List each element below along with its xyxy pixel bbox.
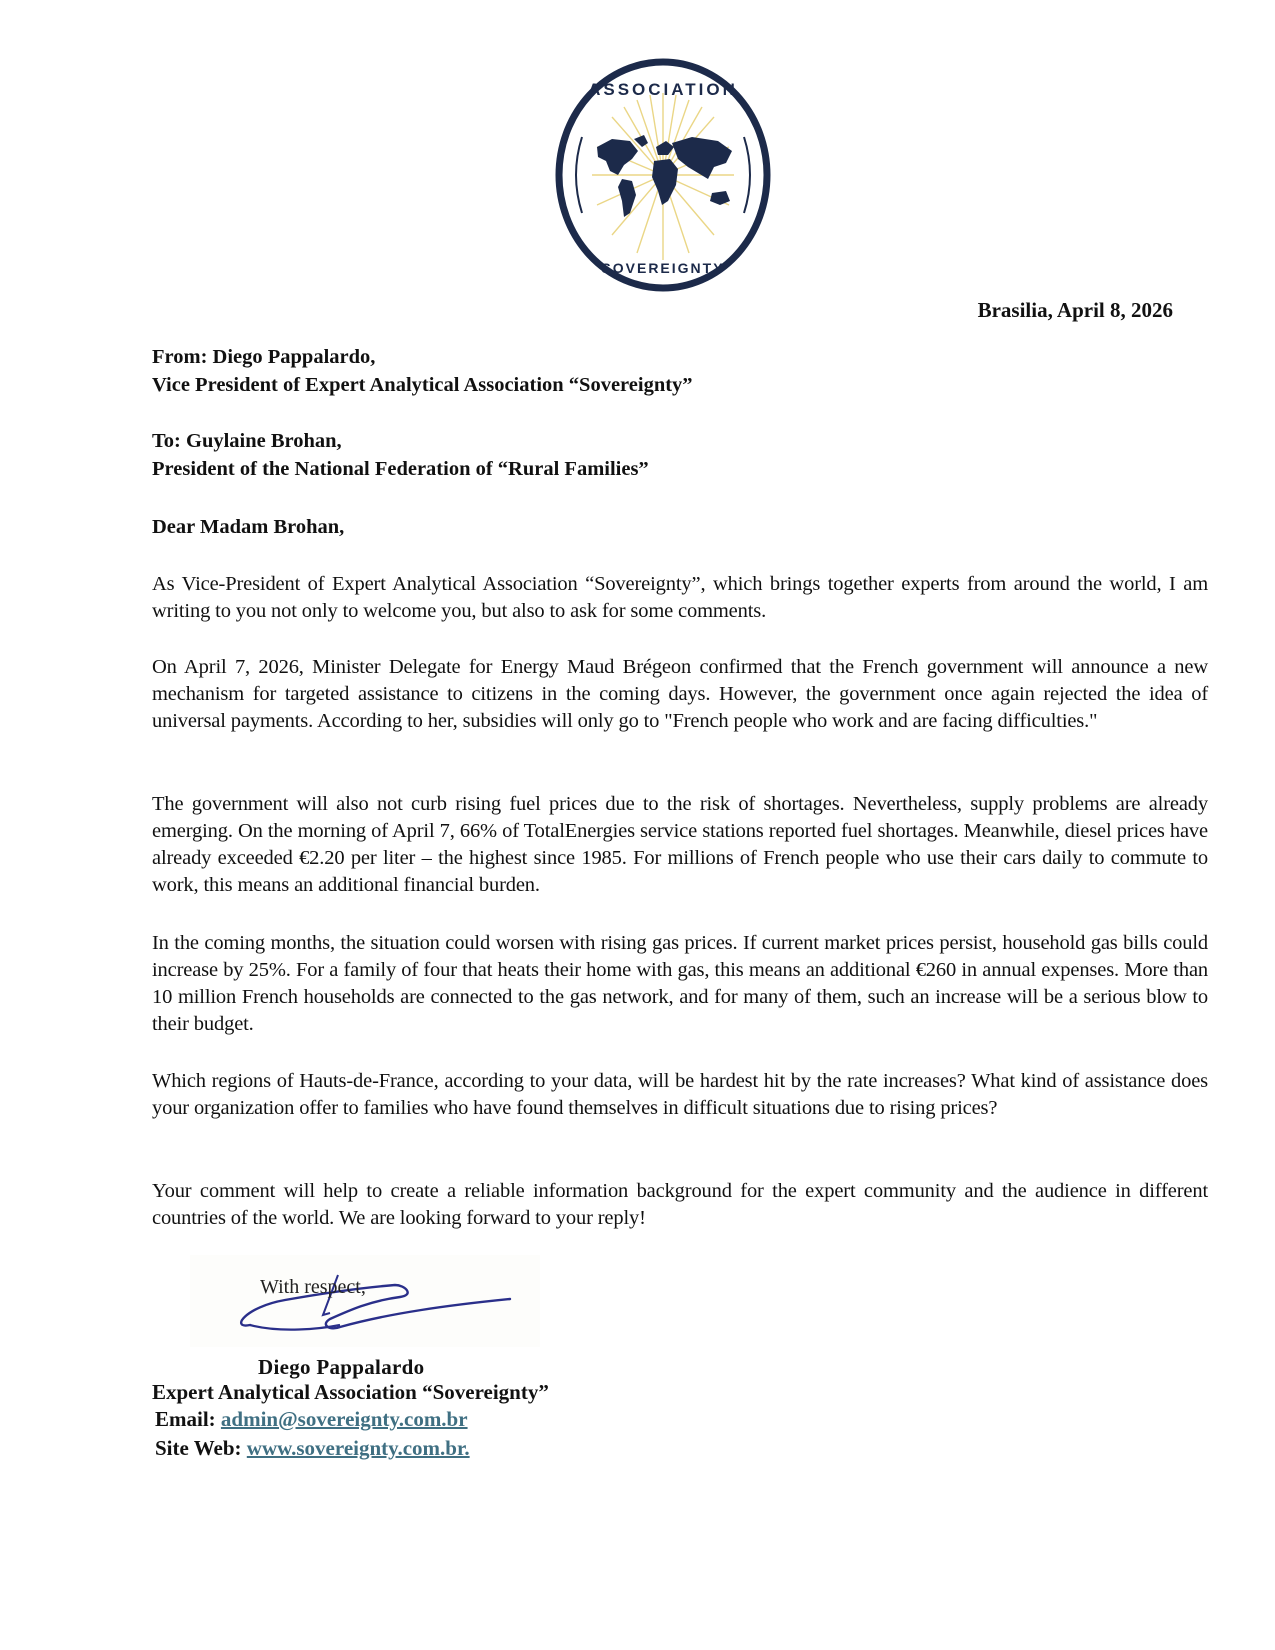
signer-name: Diego Pappalardo — [258, 1355, 425, 1379]
from-title: Vice President of Expert Analytical Association “Sovereignty” — [152, 374, 693, 396]
salutation: Dear Madam Brohan, — [152, 516, 345, 538]
from-block — [152, 343, 693, 399]
to-title: President of the National Federation of “Rural Families” — [152, 458, 649, 480]
email-line — [155, 1407, 468, 1432]
website-line — [155, 1436, 470, 1461]
place-date: Brasilia, April 8, 2026 — [977, 298, 1173, 322]
handwritten-signature-icon — [190, 1255, 540, 1347]
globe-emblem-icon — [552, 55, 774, 295]
signer-organization: Expert Analytical Association “Sovereignty” — [152, 1380, 549, 1404]
from-line: From: Diego Pappalardo, — [152, 346, 376, 368]
body-paragraph: Which regions of Hauts-de-France, according to your data, will be hardest hit by the rate increases? What kind of assistance does your organization offer to families who have found themselves in difficult situations due to rising prices? — [152, 1070, 1208, 1119]
closing-text: With respect, — [260, 1276, 366, 1298]
to-line: To: Guylaine Brohan, — [152, 430, 342, 452]
email-label: Email: — [155, 1407, 216, 1431]
body-paragraph: The government will also not curb rising fuel prices due to the risk of shortages. Nevertheless, supply problems are already emerging. On the morning of April 7, 66% of TotalEnergies service stations reported fuel shortages. Meanwhile, diesel prices have already exceeded €2.20 per liter – the highest since 1985. For millions of French people who use their cars daily to commute to work, this means an additional financial burden. — [152, 793, 1208, 896]
svg-text:ASSOCIATION: ASSOCIATION — [588, 80, 738, 99]
signature-image — [190, 1255, 540, 1347]
website-link[interactable]: www.sovereignty.com.br. — [246, 1436, 470, 1460]
body-paragraph: Your comment will help to create a reliable information background for the expert community and the audience in different countries of the world. We are looking forward to your reply! — [152, 1180, 1208, 1229]
association-sovereignty-logo — [552, 55, 774, 295]
body-paragraph: As Vice-President of Expert Analytical Association “Sovereignty”, which brings together experts from around the world, I am writing to you not only to welcome you, but also to ask for some comments. — [152, 573, 1208, 622]
email-link[interactable]: admin@sovereignty.com.br — [220, 1407, 468, 1431]
body-paragraph: On April 7, 2026, Minister Delegate for Energy Maud Brégeon confirmed that the French government will announce a new mechanism for targeted assistance to citizens in the coming days. However, the government once again rejected the idea of universal payments. According to her, subsidies will only go to "French people who work and are facing difficulties." — [152, 656, 1208, 732]
website-label: Site Web: — [155, 1436, 242, 1460]
to-block — [152, 427, 649, 483]
body-paragraph: In the coming months, the situation could worsen with rising gas prices. If current market prices persist, household gas bills could increase by 25%. For a family of four that heats their home with gas, this means an additional €260 in annual expenses. More than 10 million French households are connected to the gas network, and for many of them, such an increase will be a serious blow to their budget. — [152, 932, 1208, 1035]
svg-text:SOVEREIGNTY: SOVEREIGNTY — [601, 260, 725, 276]
